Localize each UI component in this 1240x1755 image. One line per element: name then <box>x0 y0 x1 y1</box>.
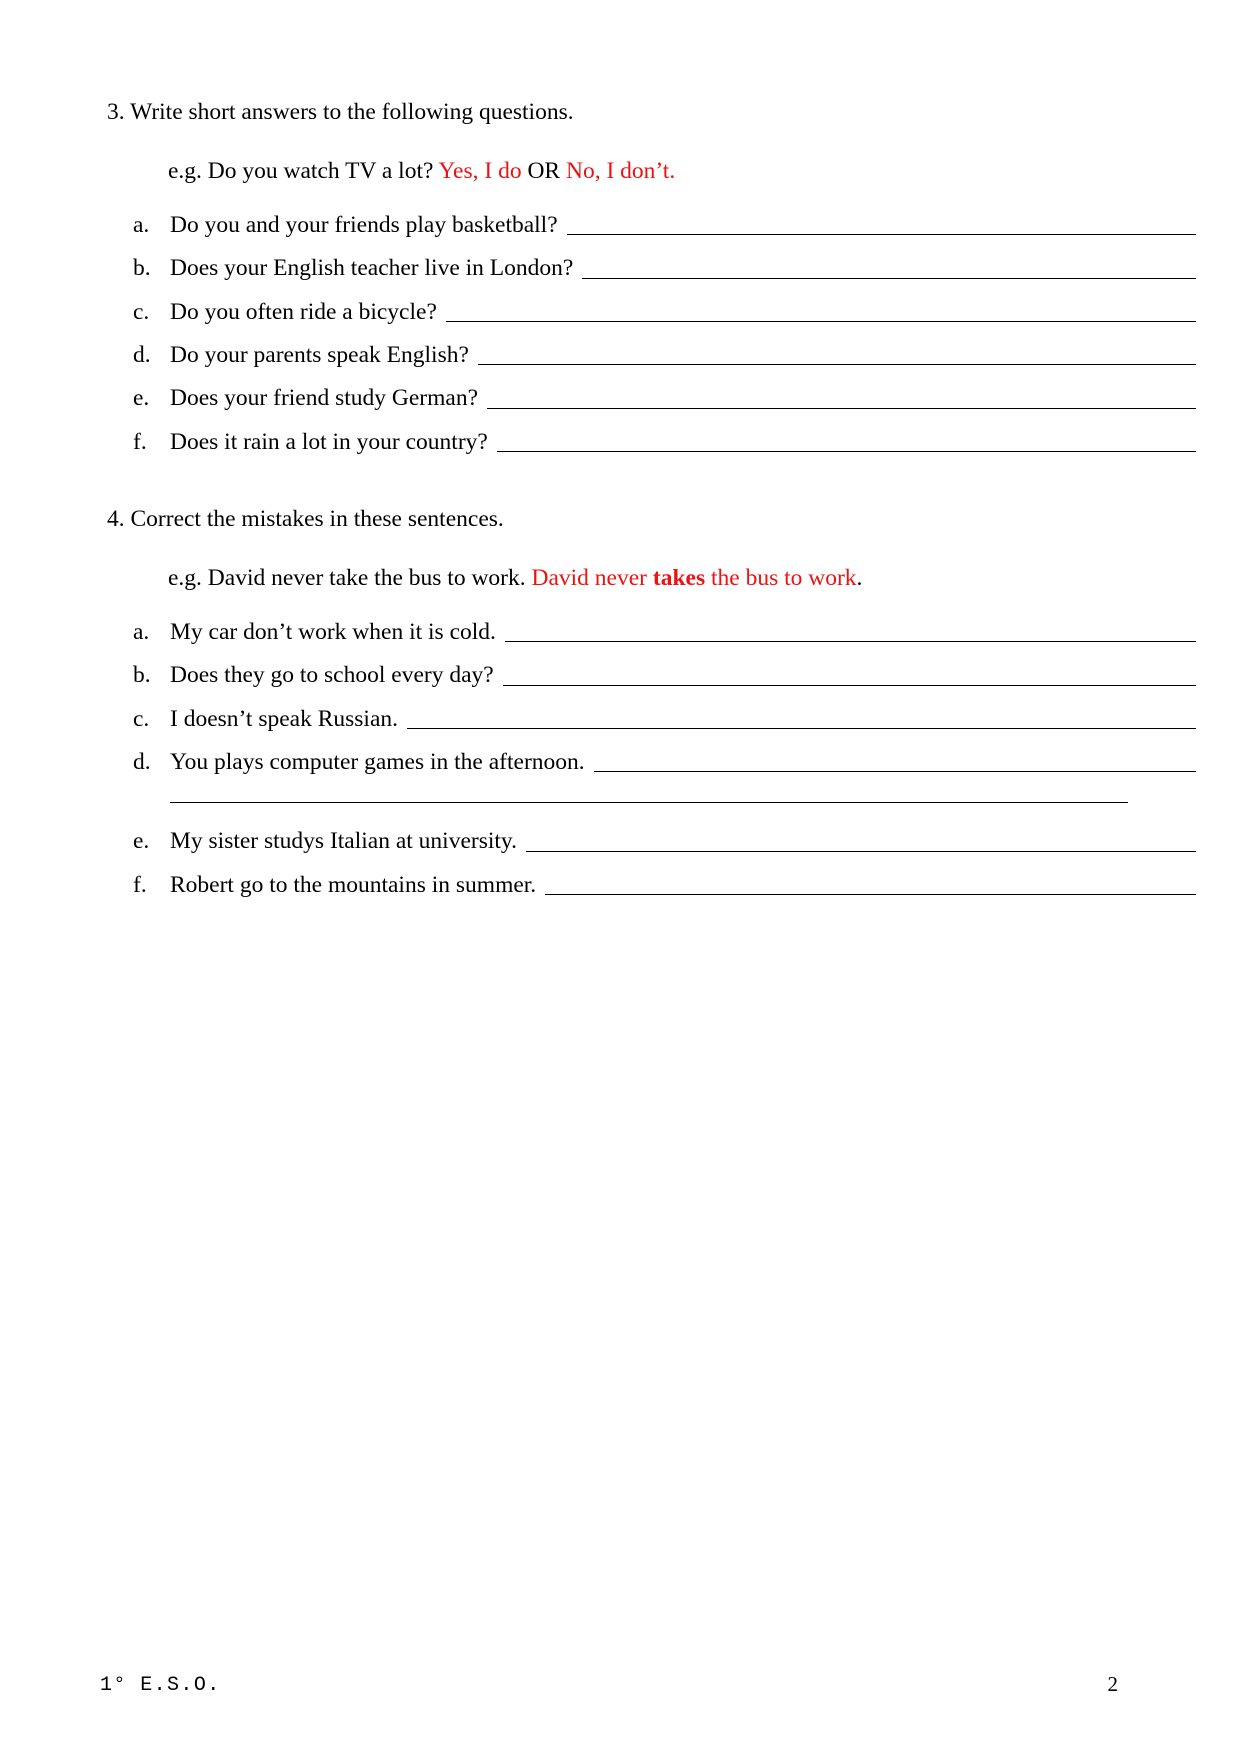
answer-blank-continuation[interactable] <box>170 801 1128 803</box>
answer-blank[interactable] <box>526 850 1196 852</box>
example-period: . <box>669 158 676 185</box>
example-correction-start: David never <box>531 565 653 592</box>
example-answer-negative: No, I don’t <box>565 158 670 185</box>
answer-blank[interactable] <box>487 407 1196 409</box>
item-marker: f. <box>133 871 147 898</box>
list-item <box>133 705 1240 734</box>
item-text: Do your parents speak English? <box>170 341 469 368</box>
item-marker: e. <box>133 828 150 855</box>
item-text: Do you often ride a bicycle? <box>170 298 437 325</box>
item-text: Do you and your friends play basketball? <box>170 211 558 238</box>
example-period: . <box>856 565 863 592</box>
exercise-4 <box>0 471 1240 900</box>
item-text: Does it rain a lot in your country? <box>170 428 488 455</box>
item-marker: d. <box>133 341 151 368</box>
list-item <box>133 827 1240 856</box>
list-item <box>133 211 1240 240</box>
answer-blank[interactable] <box>446 320 1196 322</box>
exercise-3-example <box>168 157 1240 186</box>
item-text: Robert go to the mountains in summer. <box>170 871 537 898</box>
list-item <box>133 661 1240 690</box>
item-marker: e. <box>133 385 150 412</box>
item-text: You plays computer games in the afternoon. <box>170 748 585 775</box>
exercise-4-list <box>0 618 1240 900</box>
item-marker: a. <box>133 618 150 645</box>
answer-blank[interactable] <box>582 277 1196 279</box>
item-marker: c. <box>133 705 150 732</box>
answer-blank[interactable] <box>545 893 1196 895</box>
list-item <box>133 428 1240 457</box>
answer-blank[interactable] <box>407 727 1196 729</box>
list-item <box>133 384 1240 413</box>
example-prefix: e.g. David never take the bus to work. <box>168 565 532 592</box>
list-item <box>133 748 1240 777</box>
item-text: Does your English teacher live in London? <box>170 255 574 282</box>
exercise-3-heading: 3. Write short answers to the following questions. <box>107 99 574 125</box>
answer-blank[interactable] <box>567 233 1196 235</box>
item-text: My car don’t work when it is cold. <box>170 618 496 645</box>
item-text: Does they go to school every day? <box>170 662 494 689</box>
list-item <box>133 254 1240 283</box>
example-correction-verb: takes <box>652 565 706 592</box>
item-text: My sister studys Italian at university. <box>170 828 518 855</box>
exercise-3-list <box>0 211 1240 457</box>
exercise-4-example <box>168 564 1240 593</box>
item-marker: a. <box>133 211 150 238</box>
item-marker: d. <box>133 748 151 775</box>
item-marker: b. <box>133 255 151 282</box>
item-marker: b. <box>133 662 151 689</box>
page-footer <box>0 1625 1240 1755</box>
item-text: I doesn’t speak Russian. <box>170 705 399 732</box>
list-item <box>133 618 1240 647</box>
footer-course-label: 1° E.S.O. <box>100 1674 221 1697</box>
exercise-4-heading: 4. Correct the mistakes in these sentences. <box>107 506 504 532</box>
example-answer-affirmative: Yes, I do <box>438 158 522 185</box>
answer-blank[interactable] <box>497 450 1196 452</box>
exercise-3 <box>0 0 1240 457</box>
answer-blank[interactable] <box>594 770 1196 772</box>
list-item <box>133 298 1240 327</box>
list-item <box>133 341 1240 370</box>
example-prefix: e.g. Do you watch TV a lot? <box>168 158 439 185</box>
item-marker: f. <box>133 428 147 455</box>
answer-blank[interactable] <box>505 640 1196 642</box>
item-marker: c. <box>133 298 150 325</box>
answer-blank[interactable] <box>478 363 1196 365</box>
list-item <box>133 871 1240 900</box>
example-correction-end: the bus to work <box>705 565 857 592</box>
page-number: 2 <box>1107 1672 1118 1696</box>
answer-blank[interactable] <box>503 684 1196 686</box>
item-text: Does your friend study German? <box>170 385 479 412</box>
example-conjunction: OR <box>521 158 566 185</box>
